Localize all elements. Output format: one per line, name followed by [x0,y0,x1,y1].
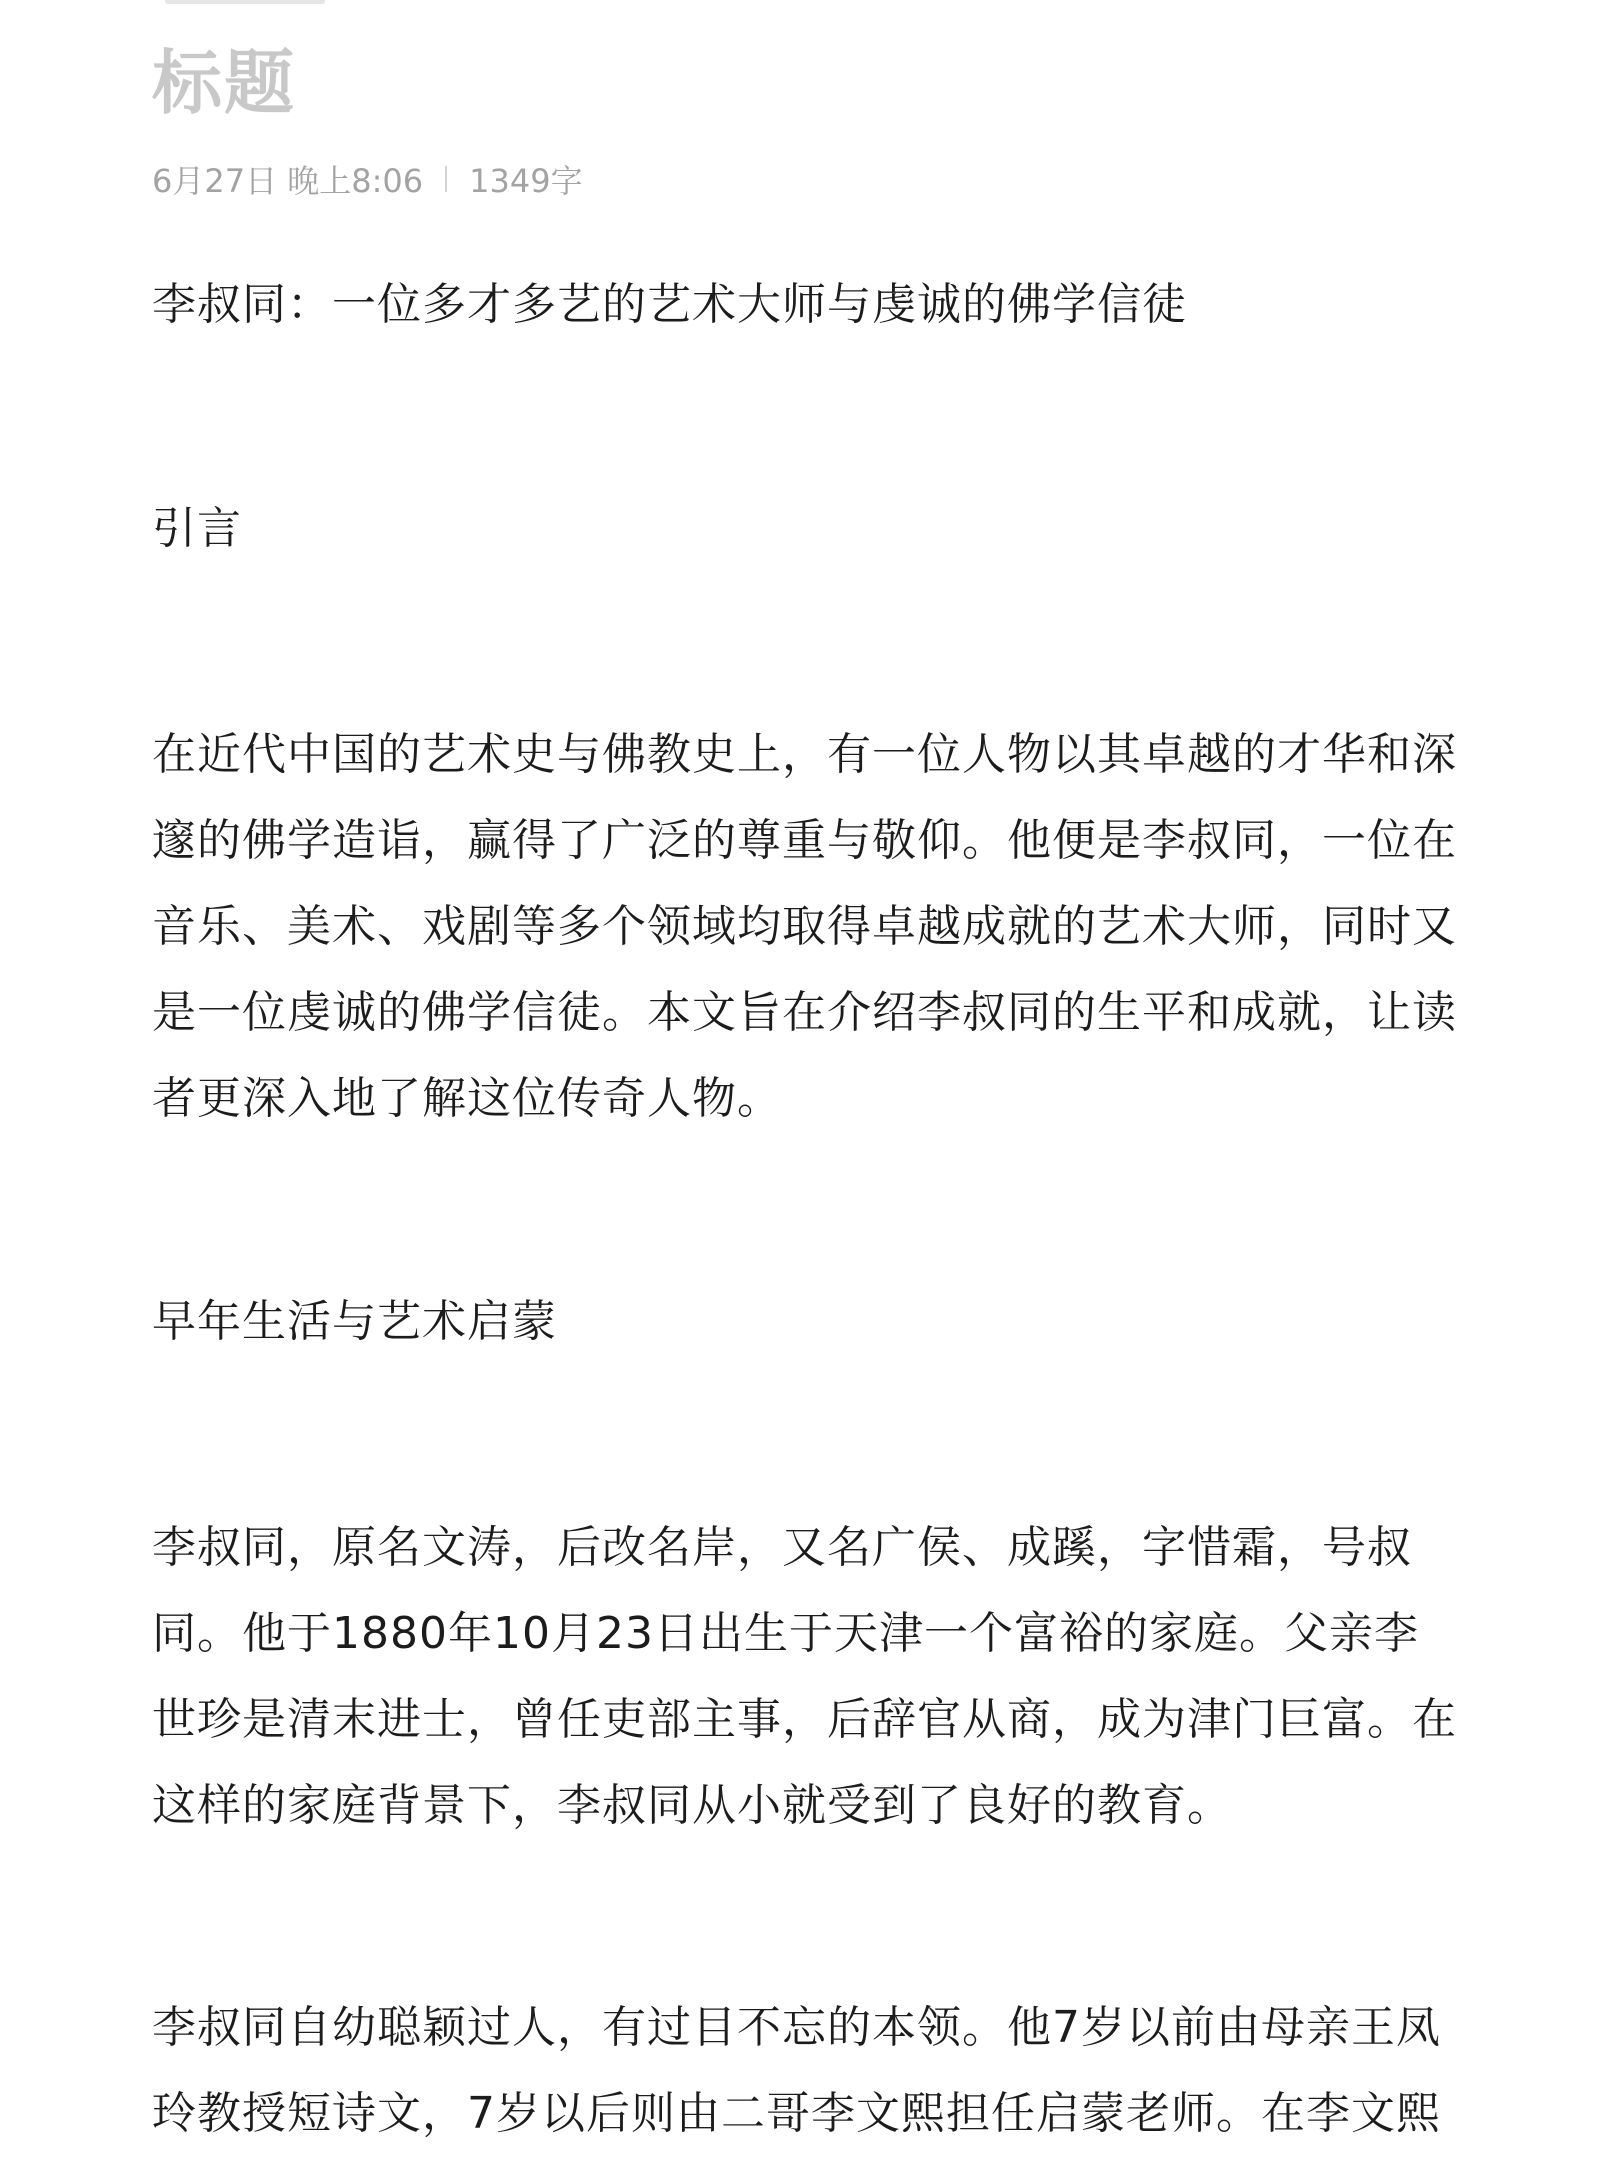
meta-divider [445,166,447,192]
note-title[interactable]: 标题 [152,42,296,124]
article-heading[interactable]: 李叔同：一位多才多艺的艺术大师与虔诚的佛学信徒 [152,279,1187,330]
note-meta [152,154,583,204]
top-bar-remnant [165,0,325,4]
paragraph-intro[interactable]: 在近代中国的艺术史与佛教史上，有一位人物以其卓越的才华和深邃的佛学造诣，赢得了广泛的尊重与敬仰。他便是李叔同，一位在音乐、美术、戏剧等多个领域均取得卓越成就的艺术大师，同时又是一位虔诚的佛学信徒。本文旨在介绍李叔同的生平和成就，让读者更深入地了解这位传奇人物。 [152,729,1457,1124]
section-heading-intro[interactable]: 引言 [152,503,242,554]
paragraph-early-life[interactable]: 李叔同，原名文涛，后改名岸，又名广侯、成蹊，字惜霜，号叔同。他于1880年10月23日出生于天津一个富裕的家庭。父亲李世珍是清末进士，曾任吏部主事，后辞官从商，成为津门巨富。在这样的家庭背景下，李叔同从小就受到了良好的教育。 [152,1522,1457,1831]
word-count: 1349字 [469,162,583,200]
note-date: 6月27日 晚上8:06 [152,162,424,200]
paragraph-childhood[interactable]: 李叔同自幼聪颖过人，有过目不忘的本领。他7岁以前由母亲王凤玲教授短诗文，7岁以后则由二哥李文熙担任启蒙老师。在李文熙 [152,2002,1441,2139]
section-heading-early-life[interactable]: 早年生活与艺术启蒙 [152,1296,557,1347]
